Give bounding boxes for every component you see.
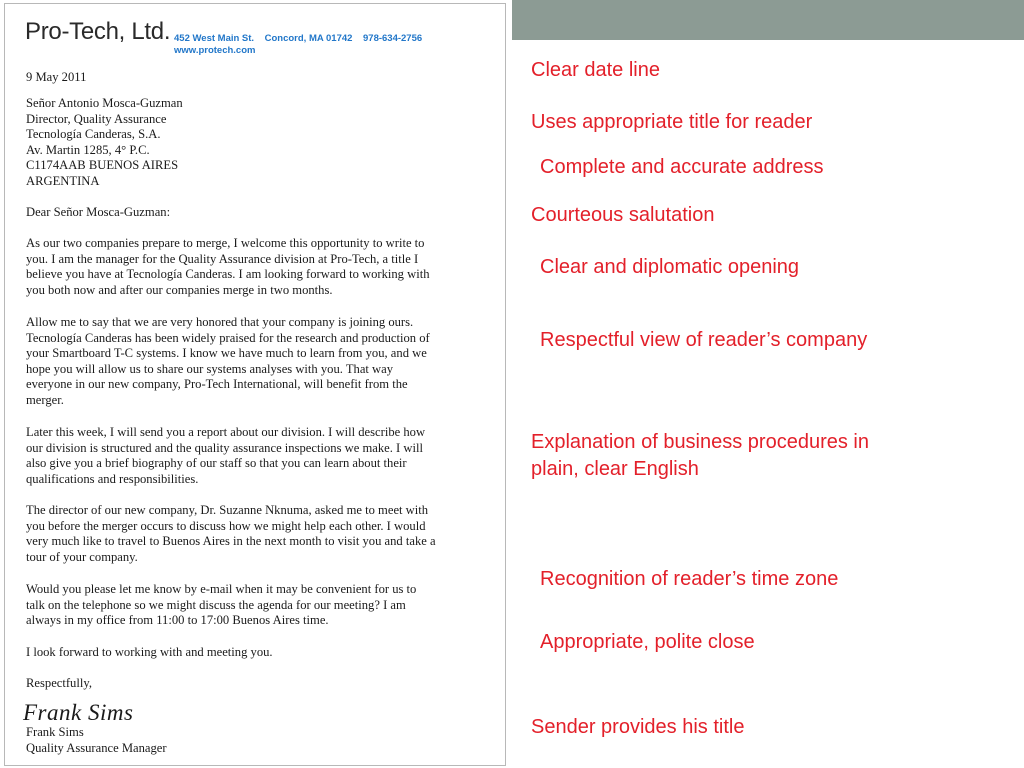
- body-line: I look forward to working with and meeting you.: [26, 645, 273, 659]
- body-line: your Smartboard T-C systems. I know we have much to learn from you, and we: [26, 346, 427, 360]
- annotation-procedures: [531, 429, 869, 483]
- paragraph-close: [26, 645, 273, 661]
- annotation-procedures-line: plain, clear English: [531, 458, 699, 480]
- paragraph-procedures: [26, 425, 425, 487]
- body-line: you both now and after our companies merge in two months.: [26, 282, 333, 297]
- recipient-line: Tecnología Canderas, S.A.: [26, 127, 161, 141]
- recipient-line: C1174AAB BUENOS AIRES: [26, 158, 179, 172]
- annotation-company-view: Respectful view of reader’s company: [540, 329, 868, 351]
- body-line: hope you will allow us to share our systems analyses with you. That way: [26, 361, 394, 376]
- letterhead-website: www.protech.com: [174, 45, 256, 56]
- body-line: qualifications and responsibilities.: [26, 471, 199, 486]
- body-line: also give you a brief biography of our staff so that you can learn about their: [26, 456, 407, 470]
- body-line: merger.: [26, 392, 64, 407]
- body-line: believe you have at Tecnología Canderas. I am looking forward to working with: [26, 267, 430, 281]
- body-line: Tecnología Canderas has been widely praised for the research and production of: [26, 330, 430, 345]
- annotation-salutation: Courteous salutation: [531, 204, 715, 226]
- body-line: everyone in our new company, Pro-Tech International, will benefit from the: [26, 377, 408, 391]
- paragraph-praise: [26, 315, 430, 408]
- body-line: always in my office from 11:00 to 17:00 Buenos Aires time.: [26, 613, 329, 627]
- annotation-procedures-line: Explanation of business procedures in: [531, 431, 869, 453]
- annotation-opening: Clear and diplomatic opening: [540, 256, 800, 278]
- handwritten-signature: Frank Sims: [23, 700, 134, 725]
- complimentary-close: Respectfully,: [26, 676, 92, 690]
- body-line: Later this week, I will send you a report about our division. I will describe how: [26, 425, 426, 439]
- date-line: 9 May 2011: [26, 70, 87, 84]
- body-line: Would you please let me know by e-mail when it may be convenient for us to: [26, 582, 417, 596]
- annotation-close: Appropriate, polite close: [540, 631, 755, 653]
- recipient-line: Señor Antonio Mosca-Guzman: [26, 96, 183, 110]
- body-line: you. I am the manager for the Quality Assurance division at Pro-Tech, a title I: [26, 251, 419, 266]
- salutation: Dear Señor Mosca-Guzman:: [26, 205, 171, 219]
- inside-address: [26, 96, 183, 189]
- body-line: tour of your company.: [26, 549, 138, 564]
- body-line: The director of our new company, Dr. Suzanne Nknuma, asked me to meet with: [26, 503, 429, 517]
- body-line: Allow me to say that we are very honored that your company is joining ours.: [26, 315, 414, 329]
- slide-top-bar: [512, 0, 1024, 40]
- annotation-date-line: Clear date line: [531, 59, 660, 81]
- company-logo: Pro-Tech, Ltd.: [25, 18, 171, 45]
- body-line: you before the merger occurs to discuss how we might help each other. I would: [26, 518, 426, 533]
- paragraph-meeting: [26, 503, 436, 565]
- paragraph-time-zone: [26, 582, 416, 629]
- recipient-line: ARGENTINA: [26, 173, 100, 188]
- annotation-reader-title: Uses appropriate title for reader: [531, 111, 813, 133]
- sender-title: Quality Assurance Manager: [26, 740, 167, 755]
- letter-page: [4, 3, 506, 766]
- recipient-line: Director, Quality Assurance: [26, 111, 167, 126]
- body-line: very much like to travel to Buenos Aires in the next month to visit you and take a: [26, 534, 436, 548]
- body-line: talk on the telephone so we might discuss the agenda for our meeting? I am: [26, 597, 406, 612]
- paragraph-opening: [26, 236, 430, 298]
- body-line: our division is structured and the quality assurance inspections we make. I will: [26, 440, 423, 455]
- recipient-line: Av. Martin 1285, 4° P.C.: [26, 142, 150, 157]
- letterhead-address: 452 West Main St. Concord, MA 01742 978-634-2756: [174, 33, 423, 44]
- letterhead-contact: [174, 33, 422, 57]
- body-line: As our two companies prepare to merge, I welcome this opportunity to write to: [26, 236, 425, 250]
- annotation-sender-title: Sender provides his title: [531, 716, 745, 738]
- sender-name: Frank Sims: [26, 725, 84, 739]
- annotation-time-zone: Recognition of reader’s time zone: [540, 568, 839, 590]
- sender-block: [26, 725, 167, 756]
- annotation-address: Complete and accurate address: [540, 156, 824, 178]
